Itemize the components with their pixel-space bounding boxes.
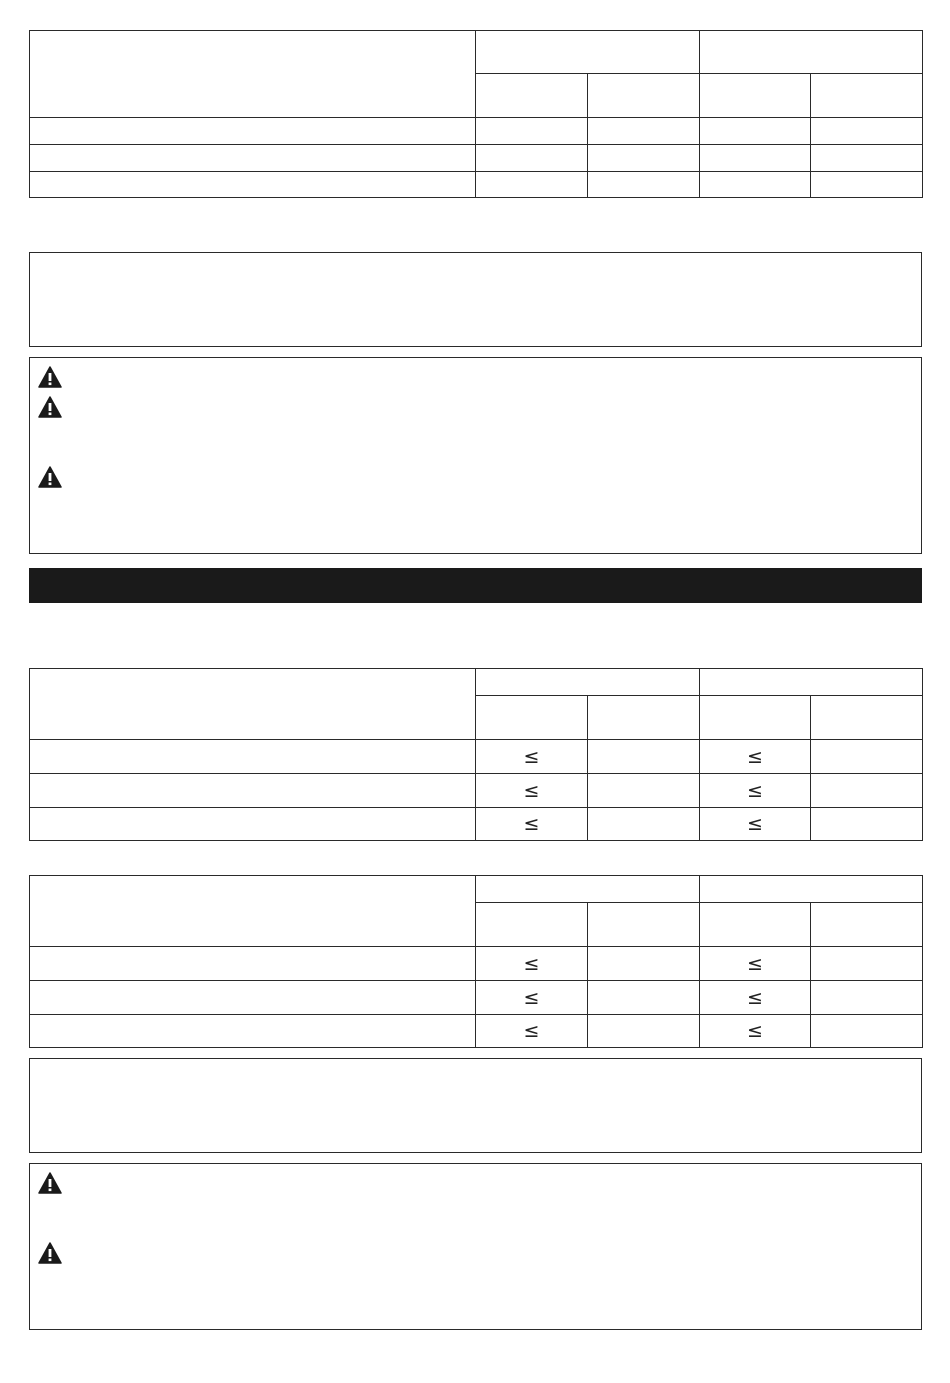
table-cell: ≤	[476, 981, 588, 1015]
table-cell	[588, 808, 700, 841]
warning-triangle-icon	[38, 1172, 62, 1194]
table-cell	[588, 774, 700, 808]
table-cell	[588, 740, 700, 774]
table-cell	[811, 774, 923, 808]
warning-triangle-icon	[38, 1242, 62, 1264]
table-cell	[30, 740, 476, 774]
table-header-cell	[811, 696, 923, 740]
table-header-cell	[30, 876, 476, 947]
table-cell	[30, 118, 476, 145]
spec-table-1	[29, 30, 923, 198]
table-header-cell	[700, 31, 923, 74]
table-header-cell	[476, 669, 700, 696]
table-cell	[700, 118, 811, 145]
table-header-cell	[588, 74, 700, 118]
table-row	[30, 1015, 923, 1048]
table-cell	[476, 145, 588, 172]
table-header-cell	[30, 31, 476, 118]
table-header-cell	[588, 903, 700, 947]
table-cell	[811, 947, 923, 981]
table-cell: ≤	[700, 1015, 811, 1048]
table-cell: ≤	[700, 981, 811, 1015]
table-cell	[30, 981, 476, 1015]
table-cell	[811, 118, 923, 145]
table-cell	[588, 981, 700, 1015]
warning-triangle-icon	[38, 466, 62, 488]
table-cell	[476, 172, 588, 198]
warning-box	[29, 357, 922, 554]
table-row	[30, 981, 923, 1015]
table-cell: ≤	[476, 740, 588, 774]
table-cell	[811, 172, 923, 198]
table-cell	[700, 172, 811, 198]
table-cell: ≤	[700, 774, 811, 808]
table-header-cell	[588, 696, 700, 740]
warning-triangle-icon	[38, 396, 62, 418]
table-cell	[30, 1015, 476, 1048]
table-row	[30, 808, 923, 841]
table-header-cell	[476, 696, 588, 740]
spec-table-3	[29, 875, 923, 1048]
table-row	[30, 172, 923, 198]
table-cell	[700, 145, 811, 172]
table-cell: ≤	[476, 947, 588, 981]
table-row	[30, 947, 923, 981]
table-cell	[588, 947, 700, 981]
table-row	[30, 118, 923, 145]
table-header-cell	[811, 74, 923, 118]
table-cell	[30, 774, 476, 808]
table-cell: ≤	[700, 808, 811, 841]
table-cell	[811, 145, 923, 172]
table-header-cell	[700, 696, 811, 740]
table-cell	[30, 145, 476, 172]
table-cell: ≤	[476, 808, 588, 841]
table-cell	[30, 172, 476, 198]
warning-box	[29, 1163, 922, 1330]
spec-table-2	[29, 668, 923, 841]
table-cell	[811, 981, 923, 1015]
table-row	[30, 740, 923, 774]
table-cell: ≤	[700, 947, 811, 981]
table-cell	[811, 808, 923, 841]
table-cell	[588, 172, 700, 198]
table-cell	[30, 947, 476, 981]
table-cell: ≤	[476, 1015, 588, 1048]
table-header-cell	[476, 31, 700, 74]
table-header-cell	[30, 669, 476, 740]
table-cell: ≤	[476, 774, 588, 808]
table-cell	[588, 1015, 700, 1048]
table-header-cell	[476, 876, 700, 903]
table-row	[30, 145, 923, 172]
table-cell	[588, 145, 700, 172]
table-header-cell	[700, 876, 923, 903]
table-cell	[476, 118, 588, 145]
table-header-cell	[700, 669, 923, 696]
table-cell	[588, 118, 700, 145]
table-header-cell	[700, 74, 811, 118]
warning-triangle-icon	[38, 366, 62, 388]
table-cell: ≤	[700, 740, 811, 774]
table-header-cell	[811, 903, 923, 947]
note-box	[29, 1058, 922, 1153]
table-cell	[811, 740, 923, 774]
table-header-cell	[476, 74, 588, 118]
table-header-cell	[700, 903, 811, 947]
table-row	[30, 774, 923, 808]
table-cell	[811, 1015, 923, 1048]
section-header-bar	[29, 568, 922, 603]
table-cell	[30, 808, 476, 841]
table-header-cell	[476, 903, 588, 947]
note-box	[29, 252, 922, 347]
